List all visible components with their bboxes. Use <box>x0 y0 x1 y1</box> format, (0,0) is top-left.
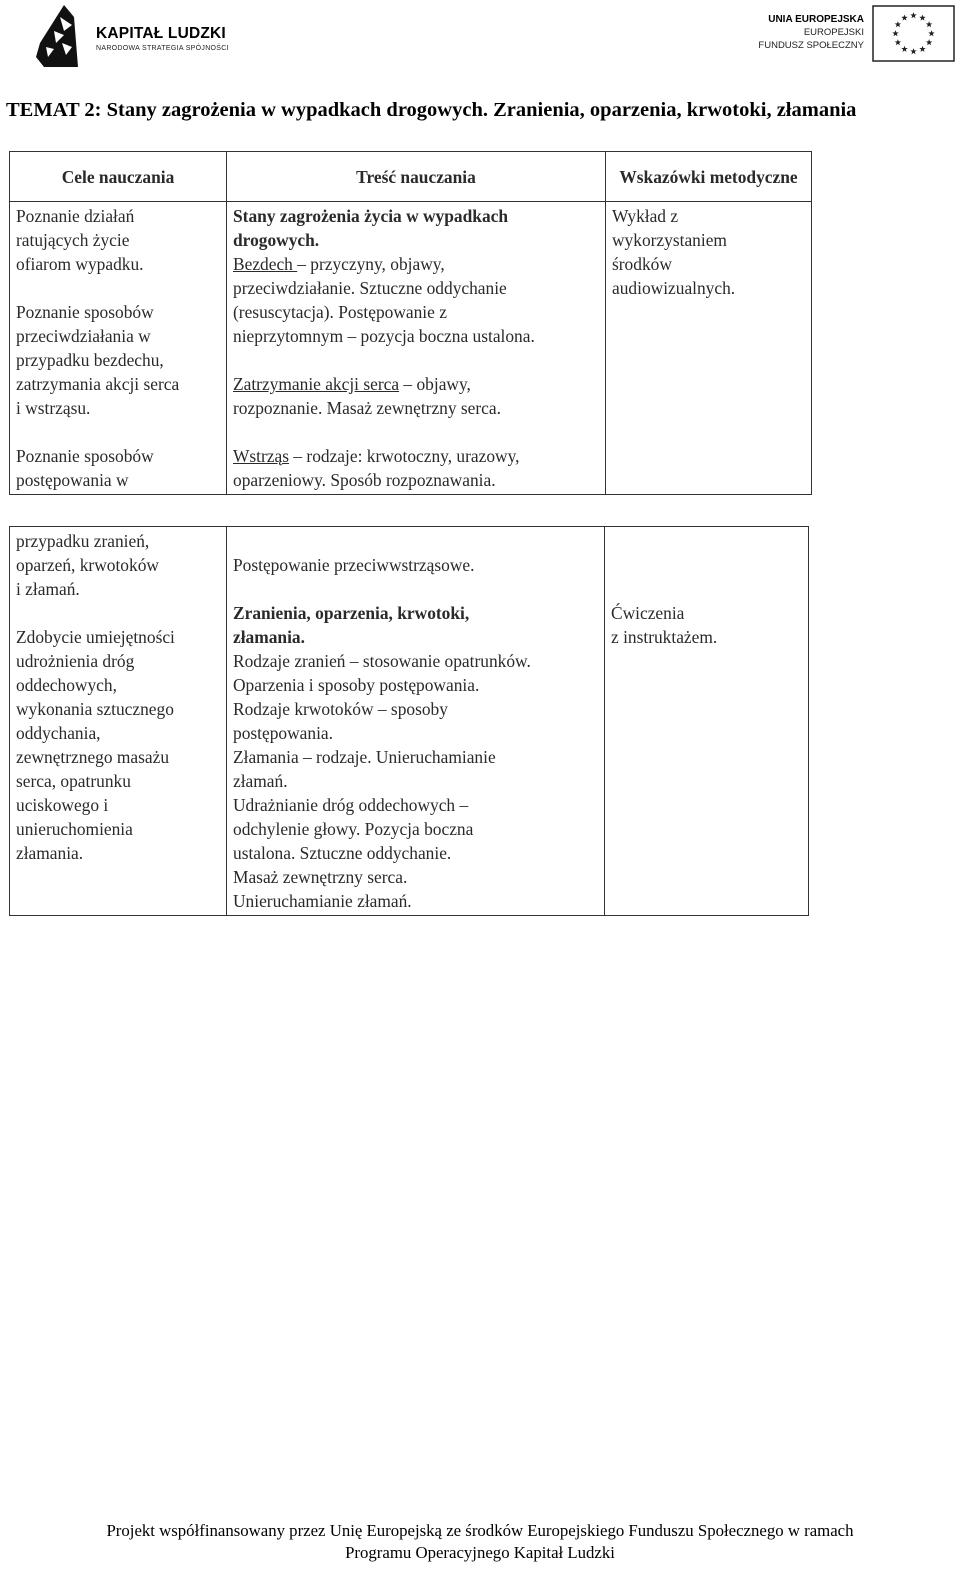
tresc-heading-stany-zagrozenia: Stany zagrożenia życia w wypadkach drogowych. <box>233 206 509 250</box>
wskazowki-wyklad: Wykład z wykorzystaniem środków audiowizualnych. <box>612 206 736 298</box>
cel-poznanie-dzialan: Poznanie działań ratujących życie ofiarom wypadku. <box>16 206 144 274</box>
tresc-wstrzas-desc: – rodzaje: krwotoczny, urazowy, oparzeniowy. Sposób rozpoznawania. <box>233 446 520 490</box>
cell-cele <box>10 202 227 495</box>
eu-logo-text <box>740 13 864 52</box>
kapital-ludzki-emblem-icon <box>34 3 84 69</box>
footer-line2: Programu Operacyjnego Kapitał Ludzki <box>345 1543 615 1562</box>
curriculum-table-part2 <box>9 526 809 916</box>
cel-poznanie-sposobow-przeciwdzialania: Poznanie sposobów przeciwdziałania w przypadku bezdechu, zatrzymania akcji serca i wstrząsu. <box>16 302 180 418</box>
kapital-ludzki-subtitle: NARODOWA STRATEGIA SPÓJNOŚCI <box>96 45 229 52</box>
term-zatrzymanie-akcji-serca: Zatrzymanie akcji serca <box>233 374 400 394</box>
curriculum-table-part1 <box>9 151 812 495</box>
wskazowki-cwiczenia: Ćwiczenia z instruktażem. <box>611 603 718 647</box>
cel-przypadku-zranien: przypadku zranień, oparzeń, krwotoków i złamań. <box>16 531 159 599</box>
footer-line1: Projekt współfinansowany przez Unię Europejską ze środków Europejskiego Funduszu Społecznego w ramach <box>106 1521 854 1540</box>
cel-poznanie-sposobow-postepowania: Poznanie sposobów postępowania w <box>16 446 154 490</box>
table-header-row <box>10 152 812 202</box>
footer <box>0 1520 960 1564</box>
eu-flag-icon <box>872 5 955 62</box>
tresc-zranienia-body: Rodzaje zranień – stosowanie opatrunków. Oparzenia i sposoby postępowania. Rodzaje krwotoków – sposoby postępowania. Złamania – rodzaje. Unieruchamianie złamań. Udrażnianie dróg oddechowych – odchylenie głowy. Pozycja boczna ustalona. Sztuczne oddychanie. Masaż zewnętrzny serca. Unieruchamianie złamań. <box>233 651 531 911</box>
header-cele-nauczania: Cele nauczania <box>10 152 227 202</box>
tresc-zatrzymanie <box>233 372 599 420</box>
tresc-wstrzas <box>233 444 599 492</box>
eu-logo-line3: FUNDUSZ SPOŁECZNY <box>758 40 864 51</box>
cell-wskazowki <box>605 527 809 916</box>
term-wstrzas: Wstrząs <box>233 446 290 466</box>
table-row <box>10 527 809 916</box>
kapital-ludzki-title: KAPITAŁ LUDZKI <box>96 25 226 42</box>
tresc-postepowanie-przeciwwstrzasowe: Postępowanie przeciwwstrząsowe. <box>233 555 475 575</box>
cell-tresc <box>227 527 605 916</box>
header-wskazowki-metodyczne: Wskazówki metodyczne <box>606 152 812 202</box>
cell-cele <box>10 527 227 916</box>
cell-wskazowki <box>606 202 812 495</box>
table-row <box>10 202 812 495</box>
tresc-heading-zranienia: Zranienia, oparzenia, krwotoki, złamania. <box>233 603 470 647</box>
kapital-ludzki-logo <box>34 3 249 69</box>
term-bezdech: Bezdech <box>233 254 298 274</box>
eu-logo-line1: UNIA EUROPEJSKA <box>768 14 864 25</box>
page-title: TEMAT 2: Stany zagrożenia w wypadkach drogowych. Zranienia, oparzenia, krwotoki, złamania <box>6 99 857 121</box>
cel-zdobycie-umiejetnosci: Zdobycie umiejętności udrożnienia dróg oddechowych, wykonania sztucznego oddychania, zewnętrznego masażu serca, opatrunku uciskowego i unieruchomienia złamania. <box>16 627 175 863</box>
cell-tresc <box>227 202 606 495</box>
tresc-bezdech-desc: – przyczyny, objawy, przeciwdziałanie. Sztuczne oddychanie (resuscytacja). Postępowanie z nieprzytomnym – pozycja boczna ustalona. <box>233 254 535 346</box>
header-tresc-nauczania: Treść nauczania <box>227 152 606 202</box>
tresc-bezdech <box>233 252 599 348</box>
eu-logo-line2: EUROPEJSKI <box>803 27 864 38</box>
tresc-zatrzymanie-desc: – objawy, rozpoznanie. Masaż zewnętrzny serca. <box>233 374 501 418</box>
